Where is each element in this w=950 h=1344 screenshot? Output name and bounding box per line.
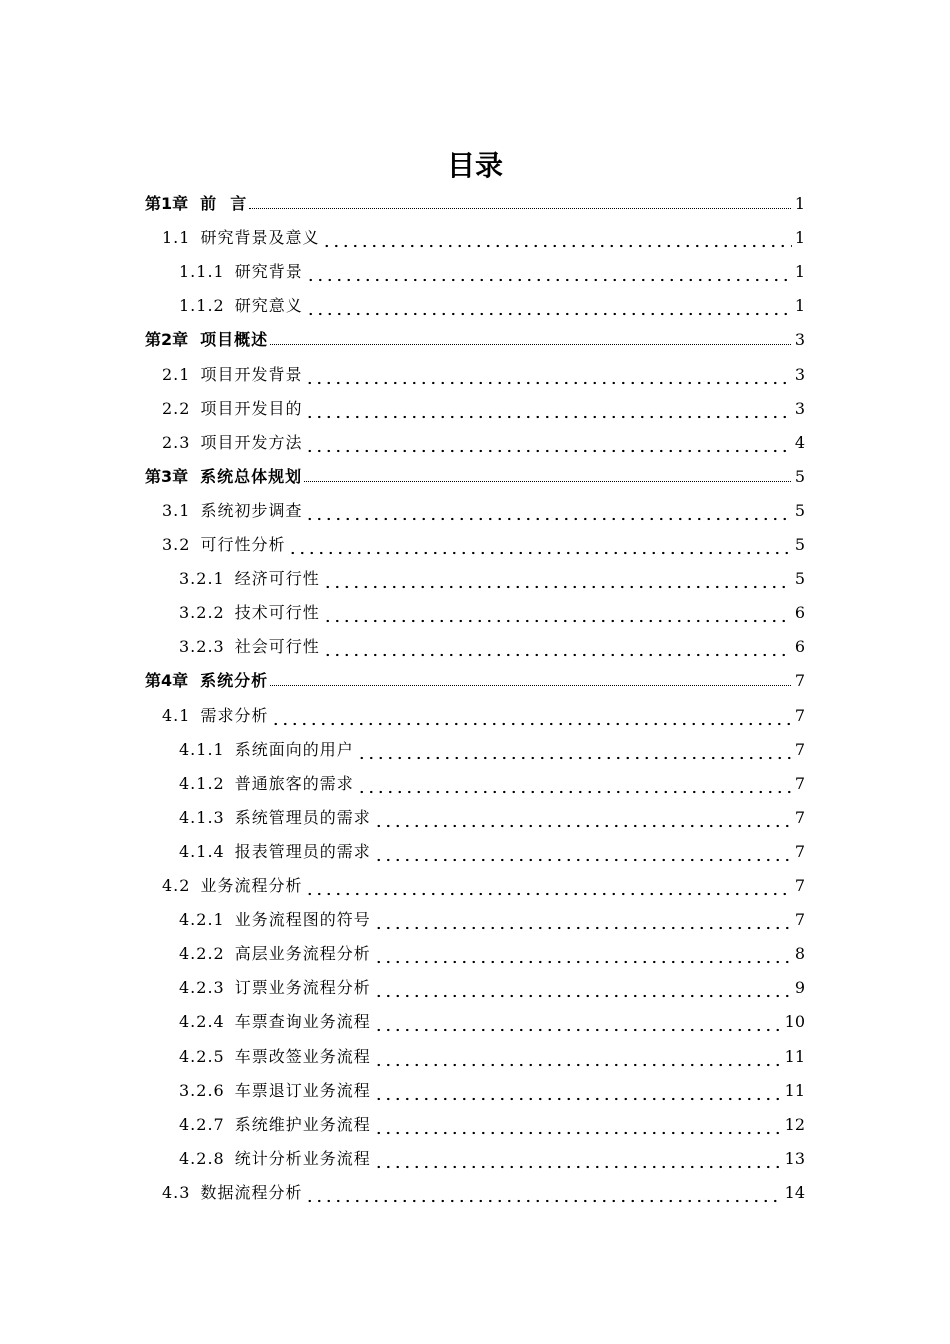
toc-entry-page: 9: [794, 978, 805, 998]
toc-entry-page: 3: [794, 364, 805, 384]
toc-entry-page: 7: [794, 705, 805, 725]
toc-entry-number: 第1章: [145, 194, 189, 213]
toc-entry-page: 1: [794, 228, 805, 248]
toc-entry-page: 7: [794, 739, 805, 759]
toc-entry[interactable]: [179, 908, 805, 932]
toc-entry-page: 14: [784, 1182, 805, 1202]
toc-entry[interactable]: [179, 1147, 805, 1171]
toc-entry-page: 1: [794, 194, 805, 213]
dot-leader: [323, 601, 792, 625]
toc-entry-label: 项目开发方法: [200, 432, 303, 452]
toc-entry-number: 3.2.2: [179, 603, 225, 623]
toc-entry-number: 3.2.1: [179, 569, 225, 589]
dot-leader: [374, 1010, 782, 1034]
toc-entry-label: 系统初步调查: [200, 500, 303, 520]
toc-entry-number: 3.1: [162, 500, 191, 520]
toc-entry-label: 报表管理员的需求: [234, 841, 371, 861]
toc-entry-label: 数据流程分析: [200, 1182, 303, 1202]
toc-entry-page: 7: [794, 671, 805, 691]
toc-entry[interactable]: [179, 772, 805, 796]
toc-entry-label: 订票业务流程分析: [234, 978, 371, 998]
dot-leader: [374, 942, 792, 966]
toc-title: 目录: [446, 149, 503, 182]
toc-entry[interactable]: [162, 533, 805, 557]
toc-entry-label: 高层业务流程分析: [234, 944, 371, 964]
toc-entry[interactable]: [145, 328, 805, 352]
toc-entry-number: 1.1: [162, 228, 191, 248]
toc-entry-label: 研究意义: [234, 296, 303, 316]
toc-entry-label: 车票退订业务流程: [234, 1080, 371, 1100]
toc-entry-label: 统计分析业务流程: [234, 1148, 371, 1168]
toc-entry[interactable]: [145, 192, 805, 216]
toc-entry-label: 技术可行性: [234, 603, 320, 623]
toc-entry-number: 4.2.7: [179, 1114, 225, 1134]
toc-entry[interactable]: [179, 1045, 805, 1069]
toc-entry-number: 3.2.6: [179, 1080, 225, 1100]
toc-entry-page: 5: [794, 535, 805, 554]
toc-entry-number: 2.3: [162, 432, 191, 452]
toc-entry-page: 5: [794, 569, 805, 589]
toc-entry-label: 研究背景及意义: [200, 228, 320, 248]
toc-entry[interactable]: [162, 704, 805, 728]
toc-entry-page: 12: [784, 1114, 805, 1134]
toc-entry[interactable]: [145, 465, 805, 489]
dot-leader: [305, 431, 791, 455]
toc-entry-label: 系统总体规划: [200, 466, 303, 486]
dot-leader: [374, 908, 792, 932]
toc-entry[interactable]: [162, 226, 805, 250]
toc-entry-label: 系统维护业务流程: [234, 1114, 371, 1134]
toc-entry-page: 5: [794, 466, 805, 486]
toc-entry-label: 项目开发背景: [200, 364, 303, 384]
toc-entry-label: 业务流程分析: [200, 876, 303, 895]
toc-entry-page: 6: [794, 603, 805, 623]
toc-entry[interactable]: [179, 942, 805, 966]
toc-entry[interactable]: [179, 601, 805, 625]
toc-entry-page: 1: [794, 262, 805, 282]
toc-entry-page: 3: [794, 398, 805, 418]
toc-entry-label: 车票改签业务流程: [234, 1046, 371, 1066]
toc-entry-page: 7: [794, 807, 805, 827]
toc-entry-number: 第3章: [145, 466, 189, 486]
toc-entry-label: 前 言: [200, 194, 248, 213]
toc-entry-page: 4: [794, 432, 805, 452]
dot-leader: [271, 704, 791, 728]
dot-leader: [374, 840, 792, 864]
toc-entry-label: 系统管理员的需求: [234, 807, 371, 827]
toc-entry-page: 1: [794, 296, 805, 316]
toc-entry-number: 4.2.5: [179, 1046, 225, 1066]
toc-entry-label: 项目概述: [200, 330, 269, 350]
dot-leader: [305, 874, 791, 898]
toc-entry-label: 系统分析: [200, 671, 269, 691]
toc-entry-page: 11: [784, 1046, 805, 1066]
dot-leader: [322, 226, 791, 250]
toc-entry-page: 6: [794, 637, 805, 657]
toc-entry-number: 4.2.3: [179, 978, 225, 998]
dot-leader: [323, 635, 792, 659]
toc-entry-page: 8: [794, 944, 805, 964]
toc-entry-number: 1.1.2: [179, 296, 225, 316]
dot-leader: [270, 679, 791, 686]
dot-leader: [305, 499, 791, 523]
toc-entry-label: 经济可行性: [234, 569, 320, 589]
dot-leader: [304, 475, 791, 482]
toc-entry[interactable]: [162, 1181, 805, 1205]
toc-entry-page: 7: [794, 910, 805, 930]
toc-entry-label: 需求分析: [200, 705, 269, 725]
dot-leader: [374, 1113, 782, 1137]
toc-entry-page: 5: [794, 500, 805, 520]
toc-entry-label: 社会可行性: [234, 637, 320, 657]
toc-entry-number: 4.2: [162, 876, 191, 895]
toc-entry[interactable]: [179, 1079, 805, 1103]
dot-leader: [306, 260, 792, 284]
toc-entry-page: 7: [794, 841, 805, 861]
toc-entry-number: 4.1: [162, 705, 191, 725]
dot-leader: [374, 1079, 782, 1103]
dot-leader: [270, 338, 791, 345]
toc-entry-page: 10: [784, 1012, 805, 1032]
dot-leader: [374, 1147, 782, 1171]
toc-entry[interactable]: [179, 738, 805, 762]
toc-entry-label: 项目开发目的: [200, 398, 303, 418]
toc-entry[interactable]: [145, 669, 805, 693]
toc-entry[interactable]: [162, 499, 805, 523]
dot-leader: [305, 1181, 781, 1205]
toc-entry-number: 4.2.4: [179, 1012, 225, 1032]
toc-entry-number: 第4章: [145, 671, 189, 691]
toc-entry-number: 3.2: [162, 535, 191, 554]
toc-entry[interactable]: [179, 1010, 805, 1034]
toc-entry-number: 4.2.2: [179, 944, 225, 964]
toc-entry-number: 3.2.3: [179, 637, 225, 657]
dot-leader: [249, 202, 791, 209]
toc-entry-number: 4.3: [162, 1182, 191, 1202]
dot-leader: [306, 294, 792, 318]
dot-leader: [357, 738, 792, 762]
toc-entry-page: 7: [794, 773, 805, 793]
toc-entry[interactable]: [179, 294, 805, 318]
toc-entry[interactable]: [179, 806, 805, 830]
toc-entry[interactable]: [162, 397, 805, 421]
toc-entry-page: 11: [784, 1080, 805, 1100]
toc-entry-label: 系统面向的用户: [234, 739, 354, 759]
toc-entry-label: 业务流程图的符号: [234, 910, 371, 930]
toc-entry-number: 第2章: [145, 330, 189, 350]
dot-leader: [374, 1045, 782, 1069]
dot-leader: [305, 397, 791, 421]
toc-entry-page: 13: [784, 1148, 805, 1168]
toc-entry[interactable]: [162, 431, 805, 455]
toc-entry-label: 研究背景: [234, 262, 303, 282]
toc-entry[interactable]: [179, 635, 805, 659]
toc-entry-number: 4.1.4: [179, 841, 225, 861]
toc-entry[interactable]: [162, 363, 805, 387]
toc-entry-page: 3: [794, 330, 805, 350]
toc-entry[interactable]: [179, 260, 805, 284]
toc-entry[interactable]: [179, 840, 805, 864]
toc-entry-number: 4.1.2: [179, 773, 225, 793]
toc-entry-label: 车票查询业务流程: [234, 1012, 371, 1032]
toc-entry-number: 2.1: [162, 364, 191, 384]
toc-entry[interactable]: [179, 1113, 805, 1137]
dot-leader: [323, 567, 792, 591]
toc-entry[interactable]: [179, 567, 805, 591]
toc-entry[interactable]: [179, 976, 805, 1000]
toc-entry-number: 4.1.3: [179, 807, 225, 827]
dot-leader: [288, 533, 791, 557]
toc-entry-label: 普通旅客的需求: [234, 773, 354, 793]
dot-leader: [357, 772, 792, 796]
toc-entry-number: 2.2: [162, 398, 191, 418]
toc-entry-label: 可行性分析: [200, 535, 286, 554]
toc-entry-number: 1.1.1: [179, 262, 225, 282]
toc-entry-number: 4.2.8: [179, 1148, 225, 1168]
toc-entry-page: 7: [794, 876, 805, 895]
toc-entry-number: 4.1.1: [179, 739, 225, 759]
dot-leader: [374, 806, 792, 830]
toc-entry-number: 4.2.1: [179, 910, 225, 930]
dot-leader: [305, 363, 791, 387]
dot-leader: [374, 976, 792, 1000]
toc-entry[interactable]: [162, 874, 805, 898]
